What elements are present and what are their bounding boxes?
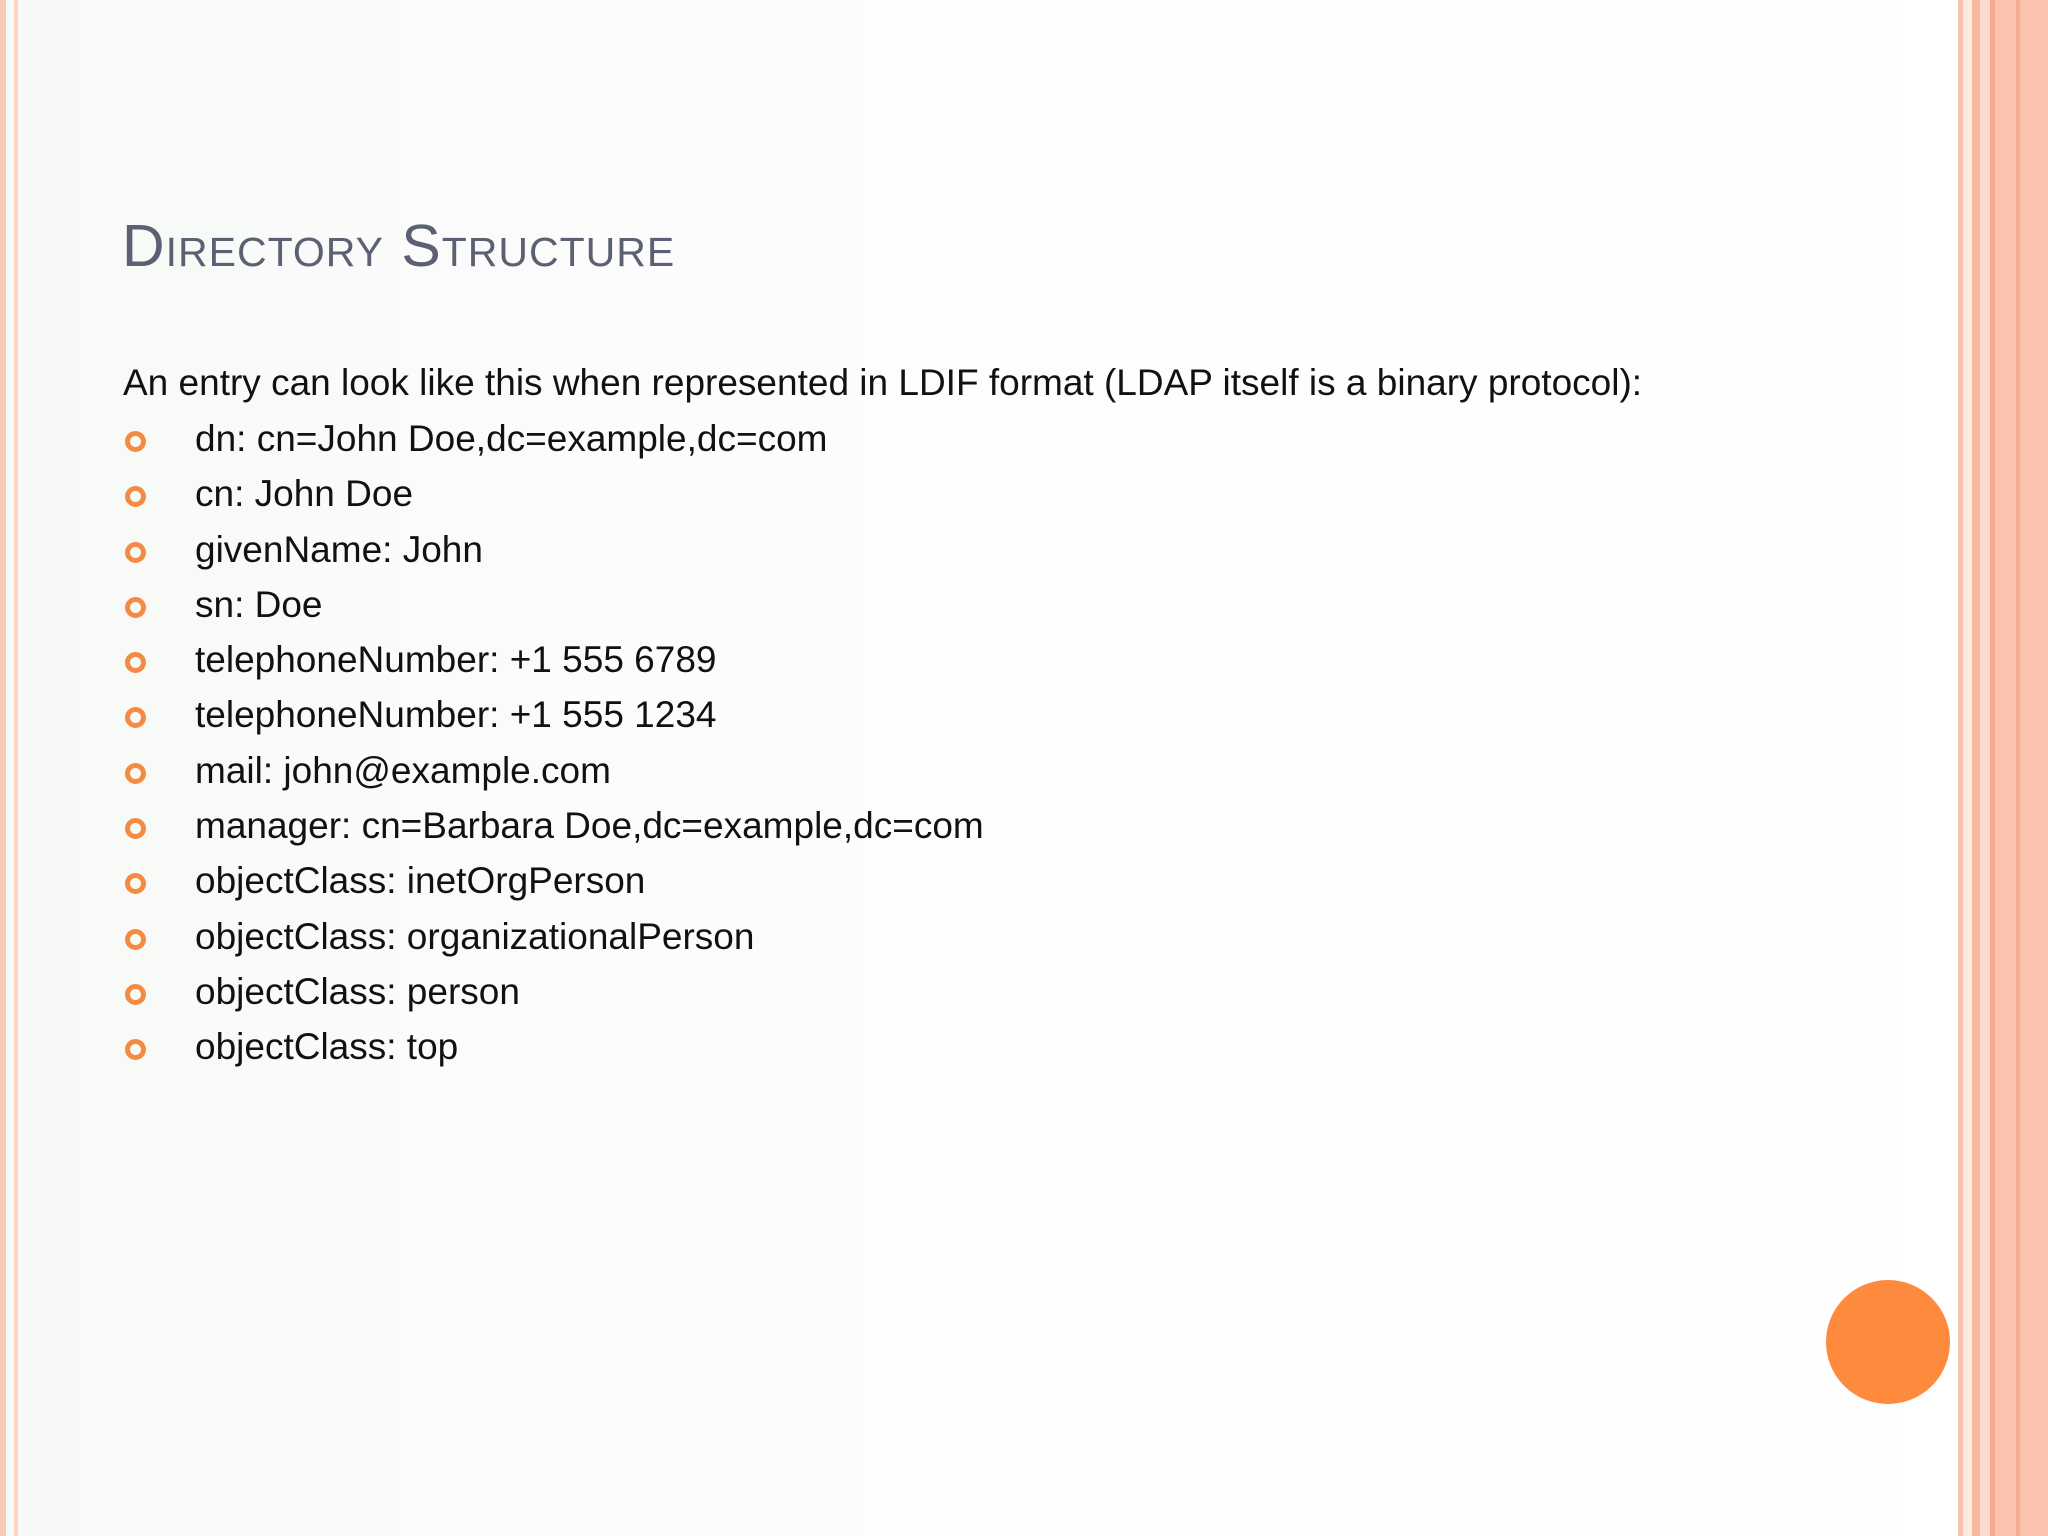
right-border-stripe [2016,0,2020,1536]
hollow-circle-bullet-icon [125,763,146,784]
hollow-circle-bullet-icon [125,542,146,563]
left-border-stripe-inner [14,0,18,1536]
entry-text: telephoneNumber: +1 555 6789 [195,639,717,681]
entry-text: givenName: John [195,528,483,570]
entry-text: manager: cn=Barbara Doe,dc=example,dc=com [195,805,984,847]
entry-text: mail: john@example.com [195,749,611,791]
right-border-stripe [1963,0,1972,1536]
hollow-circle-bullet-icon [125,984,146,1005]
entry-text: dn: cn=John Doe,dc=example,dc=com [195,418,828,459]
hollow-circle-bullet-icon [125,873,146,894]
slide-title: Directory Structure [122,213,676,279]
hollow-circle-bullet-icon [125,486,146,507]
entry-text: objectClass: organizationalPerson [195,915,755,957]
right-border-band [1995,0,2048,1536]
entry-text: objectClass: top [195,1026,459,1068]
hollow-circle-bullet-icon [125,597,146,618]
left-border-stripe [0,0,6,1536]
hollow-circle-bullet-icon [125,818,146,839]
right-border-stripe [1980,0,1990,1536]
entry-text: objectClass: person [195,970,520,1012]
entry-text: objectClass: inetOrgPerson [195,860,646,902]
hollow-circle-bullet-icon [125,1039,146,1060]
entry-text: sn: Doe [195,583,323,625]
right-border-stripe [1972,0,1980,1536]
entry-text: telephoneNumber: +1 555 1234 [195,694,717,736]
hollow-circle-bullet-icon [125,431,146,452]
hollow-circle-bullet-icon [125,652,146,673]
hollow-circle-bullet-icon [125,929,146,950]
hollow-circle-bullet-icon [125,707,146,728]
orange-circle-decoration [1826,1280,1950,1404]
entry-text: cn: John Doe [195,473,414,515]
intro-text: An entry can look like this when represented in LDIF format (LDAP itself is a binary protocol): [123,362,1643,403]
